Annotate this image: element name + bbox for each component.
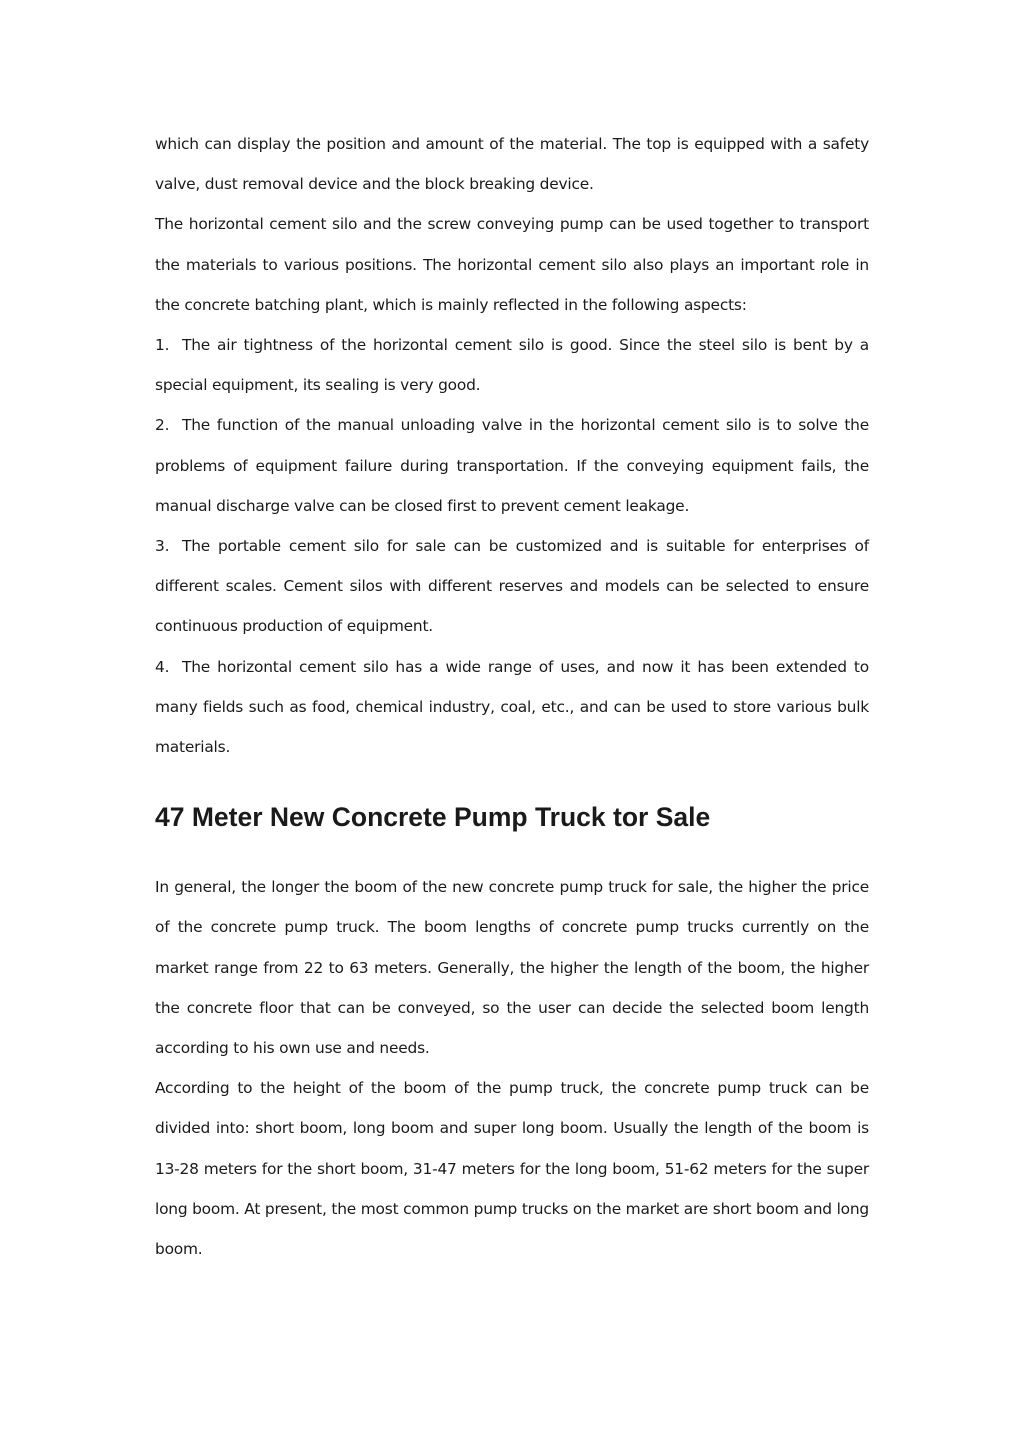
list-number: 3. [155,537,170,556]
paragraph-boom-types: According to the height of the boom of the pump truck, the concrete pump truck can be divided into: short boom, long boom and super long boom. Usually the length of the boom is 13-28 meters for the short boom, 31-47 meters for the long boom, 51-62 meters for the super long boom. At present, the most common pump trucks on the market are short boom and long boom. [155,1079,869,1259]
list-item-text: The portable cement silo for sale can be customized and is suitable for enterprises of different scales. Cement silos with different reserves and models can be selected to ensure continuous production of equipment. [155,537,869,636]
list-item-unloading-valve [155,405,869,526]
list-item-text: The air tightness of the horizontal cement silo is good. Since the steel silo is bent by a special equipment, its sealing is very good. [155,336,869,395]
document-page [155,124,869,1269]
list-item-customized [155,526,869,647]
list-number: 1. [155,336,170,355]
list-item-text: The horizontal cement silo has a wide range of uses, and now it has been extended to many fields such as food, chemical industry, coal, etc., and can be used to store various bulk materials. [155,657,869,757]
list-item-wide-uses [155,647,869,768]
list-number: 2. [155,416,170,435]
section-heading: 47 Meter New Concrete Pump Truck tor Sale [155,802,711,833]
paragraph-silo-role: The horizontal cement silo and the screw conveying pump can be used together to transport the materials to various positions. The horizontal cement silo also plays an important role in the concrete batching plant, which is mainly reflected in the following aspects: [155,215,869,314]
list-item-text: The function of the manual unloading valve in the horizontal cement silo is to solve the problems of equipment failure during transportation. If the conveying equipment fails, the manual discharge valve can be closed first to prevent cement leakage. [155,416,869,515]
list-item-air-tightness [155,325,869,405]
paragraph-silo-indicator: which can display the position and amount of the material. The top is equipped with a safety valve, dust removal device and the block breaking device. [155,135,869,194]
list-number: 4. [155,657,170,676]
paragraph-boom-length: In general, the longer the boom of the new concrete pump truck for sale, the higher the price of the concrete pump truck. The boom lengths of concrete pump trucks currently on the market range from 22 to 63 meters. Generally, the higher the length of the boom, the higher the concrete floor that can be conveyed, so the user can decide the selected boom length according to his own use and needs. [155,878,869,1058]
